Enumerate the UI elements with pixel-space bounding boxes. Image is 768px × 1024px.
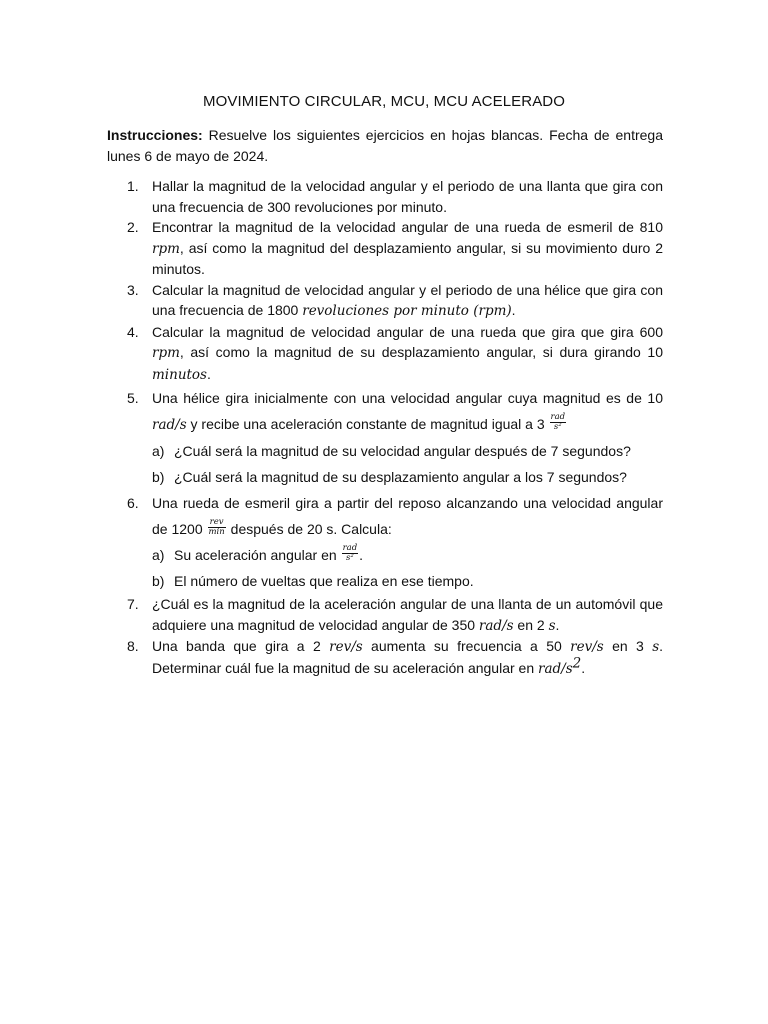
sub-label: b): [152, 469, 165, 485]
math-unit: revoluciones por minuto (rpm): [302, 303, 512, 319]
math-unit: s: [652, 639, 660, 655]
item-text: , así como la magnitud de su desplazamiento angular, si dura girando 10: [179, 344, 663, 360]
fraction-numerator: rad: [342, 542, 358, 553]
exercise-3: [107, 280, 663, 322]
subquestion-a: [152, 542, 663, 568]
item-number: 7.: [127, 596, 139, 612]
fraction-numerator: rad: [550, 411, 566, 422]
item-text: Calcular la magnitud de velocidad angular de una rueda que gira que gira 600: [152, 323, 663, 340]
exercise-1: [107, 176, 663, 217]
item-text: Una rueda de esmeril gira a partir del reposo alcanzando una velocidad angular de 1200: [152, 495, 663, 537]
item-number: 8.: [127, 638, 139, 654]
exercise-4: [107, 322, 663, 386]
fraction-rev-per-min: [208, 518, 226, 537]
fraction-rad-per-s2: [550, 413, 567, 432]
sub-label: b): [152, 573, 165, 589]
math-unit: rad/s: [152, 417, 187, 433]
item-text: Una hélice gira inicialmente con una velocidad angular cuya magnitud es de 10: [152, 390, 663, 406]
item-text: en 2: [513, 616, 549, 633]
math-unit: s: [548, 617, 556, 634]
subquestion-a: [152, 438, 663, 464]
item-number: 2.: [127, 219, 139, 235]
sub-label: a): [152, 547, 165, 563]
math-unit: rev/s: [570, 639, 604, 655]
math-unit: rad/s: [478, 617, 514, 634]
item-text: .: [511, 302, 516, 318]
item-text: después de 20 s. Calcula:: [226, 521, 392, 537]
math-unit: rev/s: [329, 639, 363, 655]
fraction-denominator: s²: [345, 552, 354, 563]
item-number: 3.: [127, 281, 139, 298]
item-text: . Determinar cuál fue la magnitud de su aceleración angular en: [152, 638, 664, 676]
sub-label: a): [152, 443, 165, 459]
math-unit: rad/s: [538, 660, 573, 677]
item-text: y recibe una aceleración constante de magnitud igual a 3: [186, 416, 549, 432]
exponent: 2: [572, 654, 582, 671]
instructions-label: Instrucciones:: [107, 127, 203, 143]
math-unit: minutos: [152, 366, 207, 383]
sub-text: El número de vueltas que realiza en ese tiempo.: [174, 573, 474, 589]
math-unit: rpm: [152, 345, 180, 361]
item-number: 6.: [127, 495, 139, 511]
instructions-paragraph: [107, 125, 663, 167]
subquestion-b: [152, 464, 663, 490]
item-number: 4.: [127, 323, 139, 340]
exercise-8: [107, 636, 663, 679]
item-text: ¿Cuál es la magnitud de la aceleración angular de una llanta de un automóvil que adquiere una magnitud de velocidad angular de 350: [152, 596, 663, 633]
exercise-2: [107, 217, 663, 280]
item-text: .: [581, 659, 586, 676]
math-unit: rpm: [152, 240, 180, 257]
item-number: 1.: [127, 178, 139, 194]
fraction-denominator: s²: [553, 421, 562, 432]
item-text: en 3: [603, 638, 653, 654]
fraction-denominator: min: [208, 526, 225, 537]
fraction-numerator: rev: [208, 518, 226, 528]
item-text: Hallar la magnitud de la velocidad angular y el periodo de una llanta que gira con una frecuencia de 300 revoluciones por minuto.: [152, 178, 663, 215]
item-text: .: [207, 365, 211, 382]
fraction-rad-per-s2: [342, 544, 359, 563]
item-text: aumenta su frecuencia a 50: [362, 638, 571, 654]
item-text: , así como la magnitud del desplazamiento angular, si su movimiento duro 2 minutos.: [152, 239, 663, 277]
exercise-6: [107, 490, 663, 594]
exercise-7: [107, 594, 663, 636]
item-text: .: [555, 616, 560, 633]
item-text: Encontrar la magnitud de la velocidad angular de una rueda de esmeril de 810: [152, 219, 663, 235]
sub-text: ¿Cuál será la magnitud de su desplazamiento angular a los 7 segundos?: [174, 469, 627, 485]
page-title: MOVIMIENTO CIRCULAR, MCU, MCU ACELERADO: [203, 93, 565, 110]
exercise-list: [107, 176, 663, 679]
subquestion-b: [152, 568, 663, 594]
item-text: Calcular la magnitud de velocidad angular y el periodo de una hélice que gira con una frecuencia de 1800: [152, 281, 663, 318]
sub-text: ¿Cuál será la magnitud de su velocidad angular después de 7 segundos?: [174, 443, 631, 459]
exercise-5: [107, 385, 663, 490]
item-text: Una banda que gira a 2: [152, 638, 330, 654]
instructions-text: Resuelve los siguientes ejercicios en hojas blancas. Fecha de entrega lunes 6 de mayo de 2024.: [107, 127, 663, 164]
item-number: 5.: [127, 390, 139, 406]
sub-text: .: [359, 547, 364, 563]
sub-text: Su aceleración angular en: [174, 547, 341, 563]
